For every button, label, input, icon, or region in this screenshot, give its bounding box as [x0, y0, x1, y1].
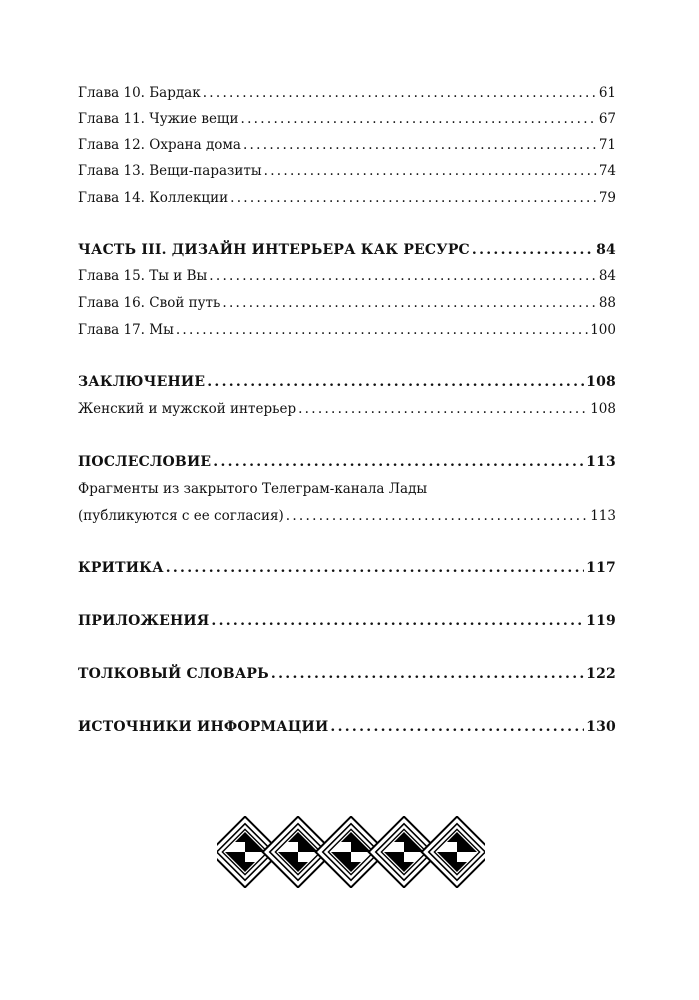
toc-entry-page: 113 [590, 508, 616, 524]
toc-entry-page: 117 [586, 560, 616, 576]
toc-entry-page: 108 [586, 374, 616, 390]
toc-entry-page: 61 [598, 85, 616, 101]
toc-entry-glossary[interactable] [78, 663, 616, 685]
dot-leader [240, 108, 596, 130]
toc-entry-sources[interactable] [78, 716, 616, 738]
toc-entry-title: Глава 15. Ты и Вы [78, 268, 208, 284]
toc-entry-page: 88 [598, 295, 616, 311]
toc-entry-title: Глава 14. Коллекции [78, 190, 229, 206]
dot-leader [243, 134, 597, 156]
toc-entry-page: 108 [590, 401, 616, 417]
toc-entry-fragments-line-1[interactable]: Фрагменты из закрытого Телеграм-канала Лады [78, 481, 428, 497]
toc-entry-page: 113 [586, 454, 616, 470]
toc-entry-chapter-10[interactable] [78, 82, 616, 104]
dot-leader [330, 716, 584, 738]
dot-leader [176, 319, 588, 341]
dot-leader [264, 160, 597, 182]
toc-entry-title: (публикуются с ее согласия) [78, 508, 284, 524]
toc-entry-page: 84 [596, 242, 616, 258]
toc-entry-title: ПРИЛОЖЕНИЯ [78, 613, 210, 629]
dot-leader [203, 82, 597, 104]
toc-entry-page: 71 [598, 137, 616, 153]
toc-entry-female-male-interior[interactable] [78, 398, 616, 420]
toc-entry-page: 79 [598, 190, 616, 206]
toc-entry-criticism[interactable] [78, 557, 616, 579]
toc-entry-title: ТОЛКОВЫЙ СЛОВАРЬ [78, 666, 269, 682]
dot-leader [222, 292, 596, 314]
toc-entry-title: ИСТОЧНИКИ ИНФОРМАЦИИ [78, 719, 329, 735]
dot-leader [207, 371, 584, 393]
toc-entry-chapter-15[interactable] [78, 265, 616, 287]
toc-entry-chapter-13[interactable] [78, 160, 616, 182]
dot-leader [211, 610, 584, 632]
toc-entry-chapter-11[interactable] [78, 108, 616, 130]
toc-entry-page: 130 [586, 719, 616, 735]
dot-leader [166, 557, 584, 579]
toc-entry-title: ЗАКЛЮЧЕНИЕ [78, 374, 206, 390]
dot-leader [472, 239, 594, 261]
toc-entry-page: 74 [598, 163, 616, 179]
toc-entry-page: 84 [598, 268, 616, 284]
toc-entry-title: Глава 13. Вещи-паразиты [78, 163, 262, 179]
toc-entry-conclusion[interactable] [78, 371, 616, 393]
toc-entry-title: Глава 12. Охрана дома [78, 137, 241, 153]
dot-leader [271, 663, 584, 685]
toc-entry-title: КРИТИКА [78, 560, 164, 576]
toc-entry-title: Глава 17. Мы [78, 322, 174, 338]
toc-entry-title: Глава 10. Бардак [78, 85, 201, 101]
toc-entry-fragments-line-2[interactable] [78, 505, 616, 527]
toc-entry-page: 122 [586, 666, 616, 682]
toc-entry-appendices[interactable] [78, 610, 616, 632]
toc-entry-title: ПОСЛЕСЛОВИЕ [78, 454, 212, 470]
toc-entry-title: ЧАСТЬ III. ДИЗАЙН ИНТЕРЬЕРА КАК РЕСУРС [78, 242, 470, 258]
toc-entry-chapter-17[interactable] [78, 319, 616, 341]
toc-entry-page: 119 [586, 613, 616, 629]
dot-leader [286, 505, 588, 527]
geometric-diamond-ornament-icon [217, 816, 485, 888]
toc-entry-chapter-14[interactable] [78, 187, 616, 209]
dot-leader [230, 187, 597, 209]
toc-entry-page: 67 [598, 111, 616, 127]
toc-entry-title: Глава 16. Свой путь [78, 295, 221, 311]
toc-entry-part-3[interactable] [78, 239, 616, 261]
dot-leader [298, 398, 588, 420]
toc-entry-title: Глава 11. Чужие вещи [78, 111, 239, 127]
toc-entry-page: 100 [590, 322, 616, 338]
toc-entry-afterword[interactable] [78, 451, 616, 473]
dot-leader [213, 451, 584, 473]
toc-entry-chapter-12[interactable] [78, 134, 616, 156]
toc-entry-title: Женский и мужской интерьер [78, 401, 297, 417]
dot-leader [209, 265, 597, 287]
toc-entry-chapter-16[interactable] [78, 292, 616, 314]
